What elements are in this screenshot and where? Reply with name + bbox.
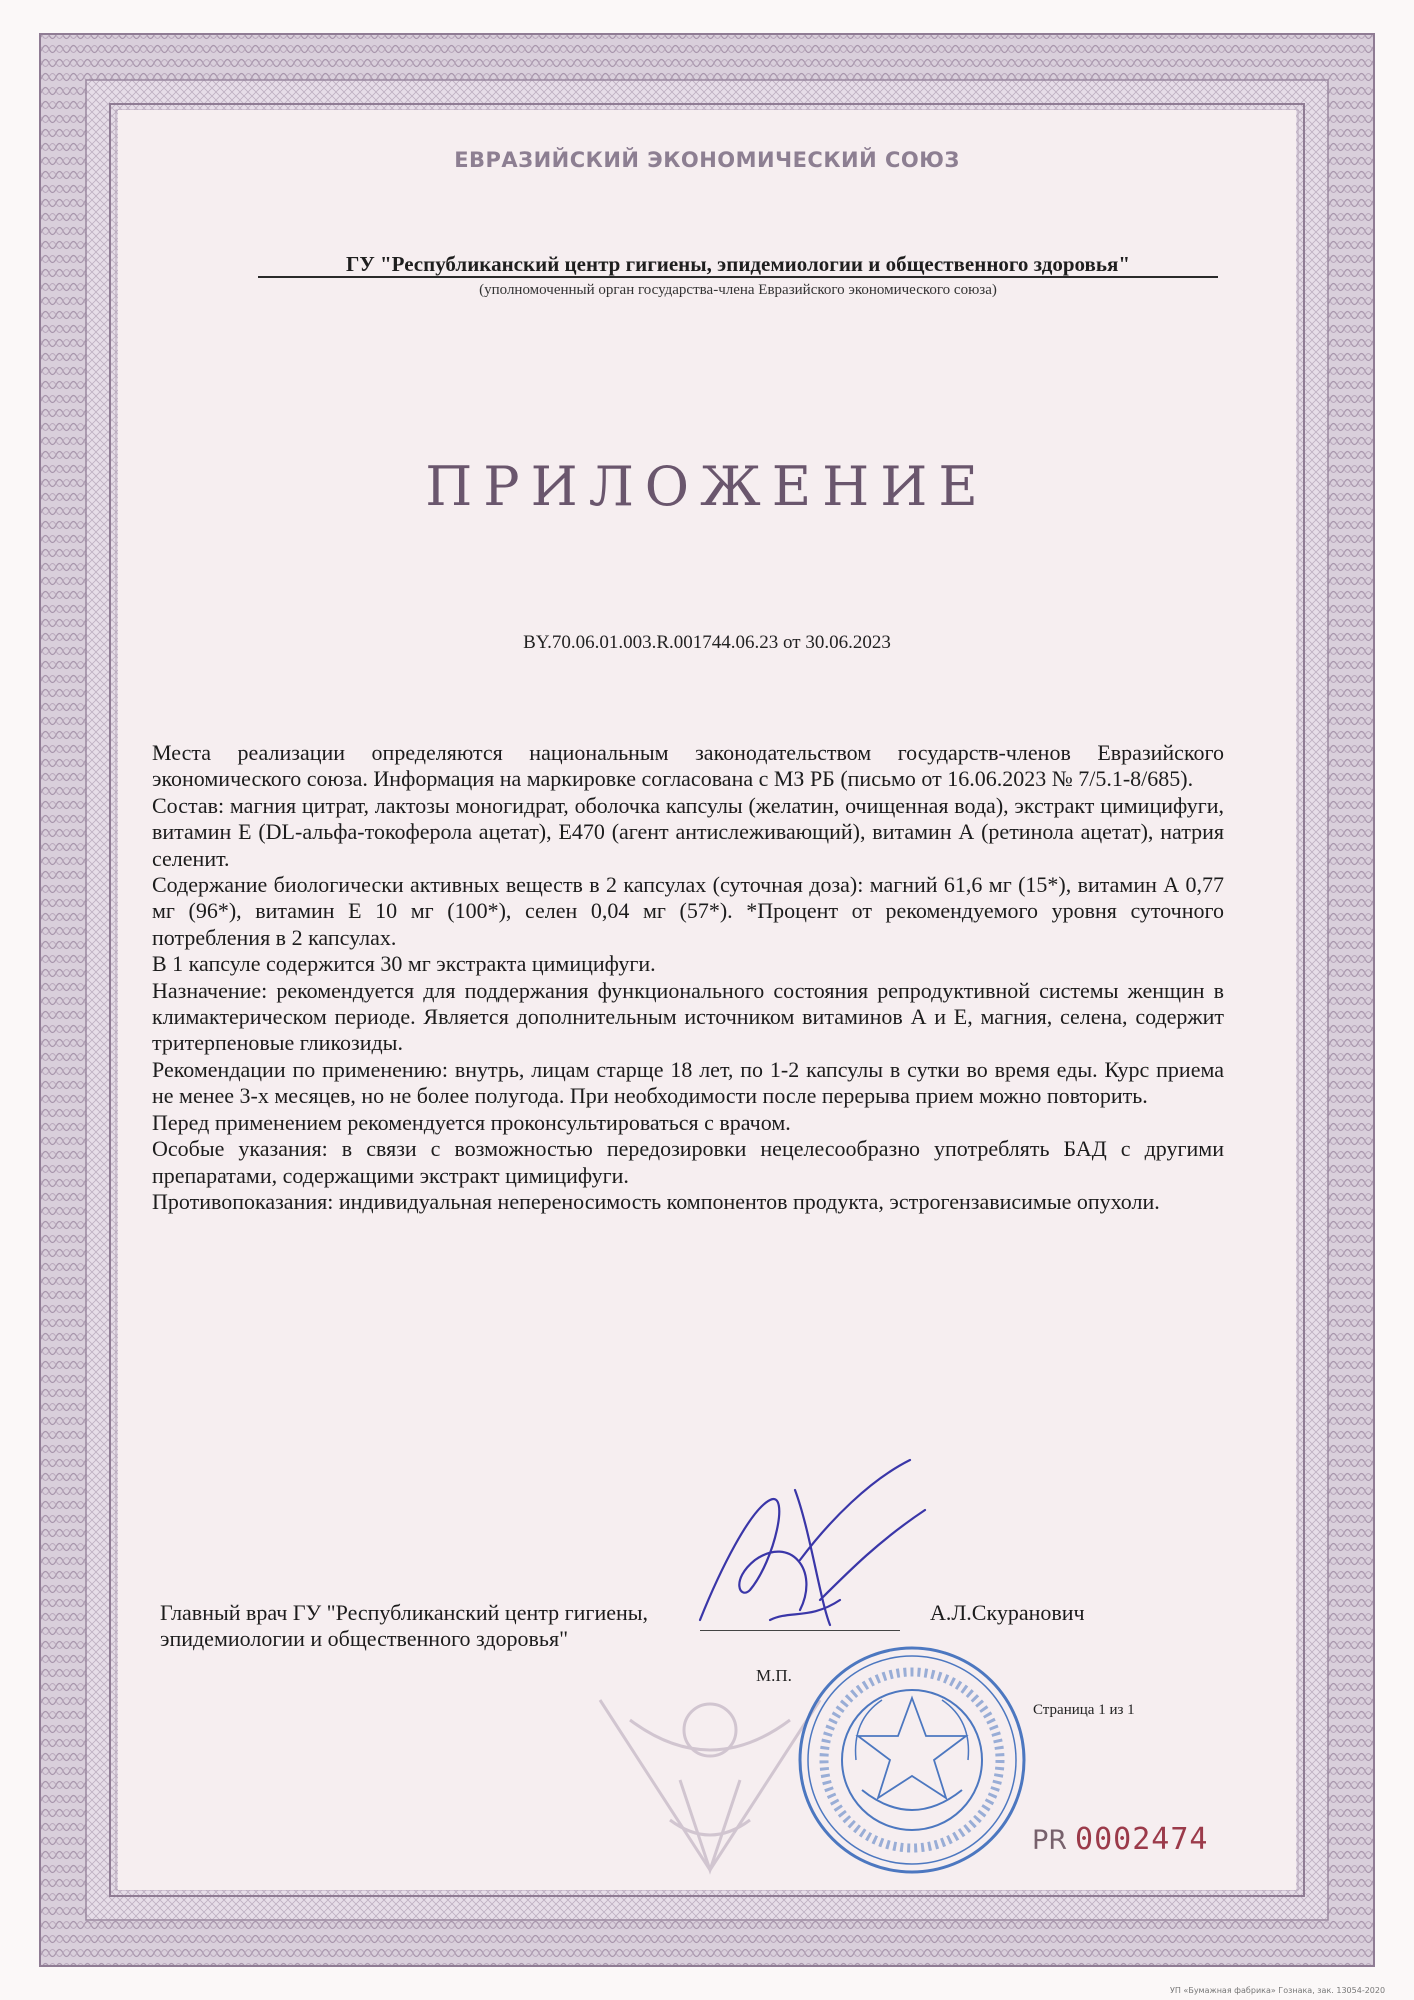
authority-note: (уполномоченный орган государства-члена Евразийского экономического союза) xyxy=(479,282,997,298)
paragraph-purpose: Назначение: рекомендуется для поддержания функционального состояния репродуктивной системы женщин в климактерическом периоде. Является дополнительным источником витаминов А и Е, магния, селена, содержит тритерпеновые гликозиды. xyxy=(152,977,1224,1056)
paragraph-composition: Состав: магния цитрат, лактозы моногидрат, оболочка капсулы (желатин, очищенная вода), экстракт цимицифуги, витамин Е (DL-альфа-токоферола ацетат), Е470 (агент антислеживающий), витамин А (ретинола ацетат), натрия селенит. xyxy=(152,792,1224,871)
serial-number xyxy=(1032,1822,1208,1857)
handwritten-signature xyxy=(680,1450,940,1650)
paragraph-active-substances: Содержание биологически активных веществ в 2 капсулах (суточная доза): магний 61,6 мг (15*), витамин А 0,77 мг (96*), витамин Е 10 мг (100*), селен 0,04 мг (57*). *Процент от рекомендуемого уровня суточного потребления в 2 капсулах. xyxy=(152,872,1224,950)
paragraph-contraindications: Противопоказания: индивидуальная непереносимость компонентов продукта, эстрогензависимые опухоли. xyxy=(152,1188,1160,1214)
paragraph-sales: Места реализации определяются национальным законодательством государств-членов Евразийского экономического союза. Информация на маркировке согласована с МЗ РБ (письмо от 16.06.2023 № 7/5.1-8/685). xyxy=(152,740,1224,792)
paragraph-special-notes: Особые указания: в связи с возможностью передозировки нецелесообразно употреблять БАД с другими препаратами, содержащими экстракт цимицифуги. xyxy=(152,1136,1224,1188)
document-body xyxy=(152,740,1224,1215)
union-title: ЕВРАЗИЙСКИЙ ЭКОНОМИЧЕСКИЙ СОЮЗ xyxy=(454,148,960,172)
printer-imprint: УП «Бумажная фабрика» Гознака, зак. 13054-2020 xyxy=(1170,1986,1386,1995)
authority-name: ГУ "Республиканский центр гигиены, эпидемиологии и общественного здоровья" xyxy=(345,252,1130,276)
serial-digits: 0002474 xyxy=(1075,1822,1209,1857)
paragraph-extract: В 1 капсуле содержится 30 мг экстракта цимицифуги. xyxy=(152,951,656,977)
paragraph-usage: Рекомендации по применению: внутрь, лицам старще 18 лет, по 1-2 капсулы в сутки во время еды. Курс приема не менее 3-х месяцев, но не более полугода. При необходимости после перерыва прием можно повторить. xyxy=(152,1056,1224,1109)
official-seal xyxy=(792,1640,1032,1880)
authority-underline xyxy=(258,276,1218,278)
signer-position: Главный врач ГУ "Республиканский центр гигиены, эпидемиологии и общественного здоровья" xyxy=(160,1600,649,1651)
seal-label: М.П. xyxy=(756,1666,792,1685)
signer-name: А.Л.Скуранович xyxy=(930,1600,1085,1625)
serial-prefix: PR xyxy=(1032,1825,1068,1856)
page-indicator: Страница 1 из 1 xyxy=(1033,1702,1135,1718)
document-title: ПРИЛОЖЕНИЕ xyxy=(425,455,989,518)
paragraph-consult: Перед применением рекомендуется проконсультироваться с врачом. xyxy=(152,1109,791,1135)
registration-number: BY.70.06.01.003.R.001744.06.23 от 30.06.2023 xyxy=(523,632,891,653)
